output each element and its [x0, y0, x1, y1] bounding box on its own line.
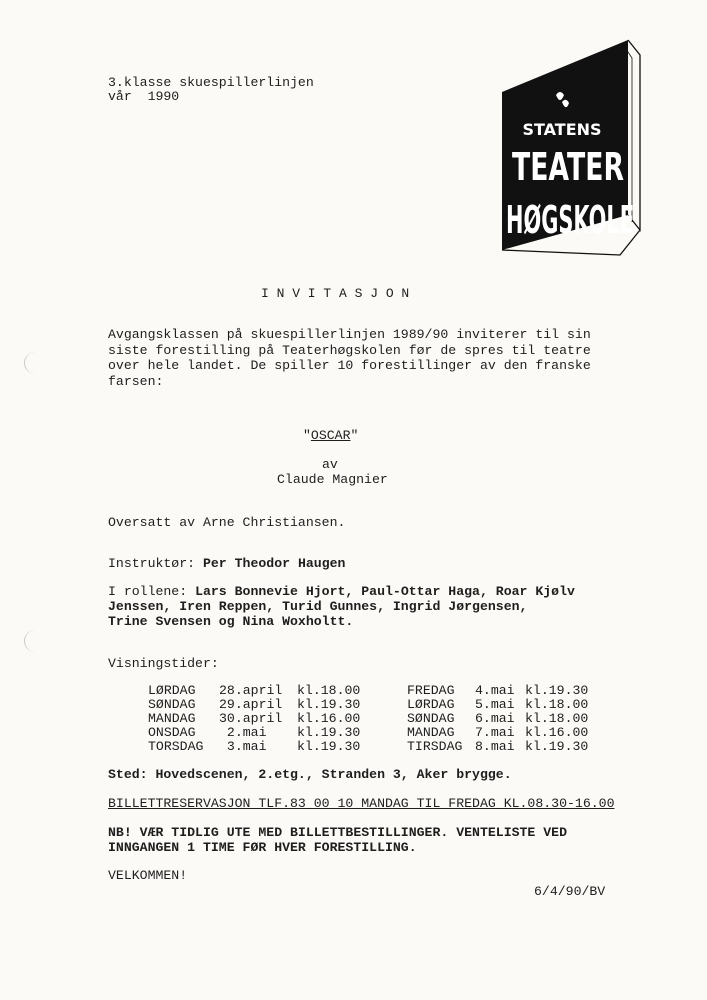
play-author: Claude Magnier — [277, 472, 388, 487]
logo-text-top: STATENS — [522, 120, 602, 139]
logo-text-mid: TEATER — [512, 145, 624, 189]
schedule-date: 8.mai — [475, 739, 515, 754]
schedule-time: kl.18.00 — [525, 697, 589, 712]
cast-line-2: Jenssen, Iren Reppen, Turid Gunnes, Ingrid Jørgensen, — [108, 599, 528, 614]
schedule-time: kl.18.00 — [525, 711, 589, 726]
schedule-time: kl.19.30 — [297, 697, 361, 712]
cast-line-3: Trine Svensen og Nina Woxholtt. — [108, 614, 354, 629]
intro-line-3: over hele landet. De spiller 10 forestillinger av den franske — [108, 358, 591, 373]
schedule-day: MANDAG — [148, 711, 196, 726]
schedule-day: ONSDAG — [148, 725, 196, 740]
header-line-1: 3.klasse skuespillerlinjen — [108, 75, 314, 90]
nb-line-2: INNGANGEN 1 TIME FØR HVER FORESTILLING. — [108, 840, 417, 855]
schedule-time: kl.19.30 — [297, 725, 361, 740]
schedule-date: 28.april — [219, 683, 283, 698]
director-line: Instruktør: Per Theodor Haugen — [108, 556, 346, 571]
punch-hole — [24, 352, 47, 374]
schedule-date: 6.mai — [475, 711, 515, 726]
teaterhogskole-logo — [500, 40, 640, 262]
cast-line-1: I rollene: Lars Bonnevie Hjort, Paul-Ottar Haga, Roar Kjølv — [108, 584, 575, 599]
intro-line-1: Avgangsklassen på skuespillerlinjen 1989/90 inviterer til sin — [108, 327, 591, 342]
schedule-day: TORSDAG — [148, 739, 204, 754]
schedule-date: 3.mai — [219, 739, 267, 754]
schedule-date: 4.mai — [475, 683, 515, 698]
schedule-date: 2.mai — [219, 725, 267, 740]
schedule-label: Visningstider: — [108, 656, 219, 671]
schedule-day: LØRDAG — [148, 683, 196, 698]
header-line-2: vår 1990 — [108, 89, 180, 104]
schedule-time: kl.16.00 — [297, 711, 361, 726]
schedule-time: kl.16.00 — [525, 725, 589, 740]
ticket-reservation: BILLETTRESERVASJON TLF.83 00 10 MANDAG TIL FREDAG KL.08.30-16.00 — [108, 796, 615, 811]
venue: Sted: Hovedscenen, 2.etg., Stranden 3, Aker brygge. — [108, 767, 512, 782]
schedule-time: kl.19.30 — [525, 683, 589, 698]
play-by: av — [322, 457, 338, 472]
logo-text-bot: HØGSKOLE — [506, 198, 634, 242]
schedule-date: 7.mai — [475, 725, 515, 740]
schedule-date: 30.april — [219, 711, 283, 726]
schedule-time: kl.19.30 — [297, 739, 361, 754]
schedule-day: TIRSDAG — [407, 739, 463, 754]
schedule-time: kl.19.30 — [525, 739, 589, 754]
welcome: VELKOMMEN! — [108, 868, 188, 883]
invitation-title: I N V I T A S J O N — [261, 286, 410, 301]
nb-line-1: NB! VÆR TIDLIG UTE MED BILLETTBESTILLINGER. VENTELISTE VED — [108, 825, 567, 840]
schedule-day: SØNDAG — [148, 697, 196, 712]
schedule-day: MANDAG — [407, 725, 455, 740]
intro-line-4: farsen: — [108, 374, 164, 389]
schedule-time: kl.18.00 — [297, 683, 361, 698]
signature: 6/4/90/BV — [534, 884, 606, 899]
punch-hole — [24, 630, 47, 652]
play-title: "OSCAR" — [303, 428, 359, 443]
schedule-date: 5.mai — [475, 697, 515, 712]
schedule-day: FREDAG — [407, 683, 455, 698]
translated-by: Oversatt av Arne Christiansen. — [108, 515, 346, 530]
schedule-day: LØRDAG — [407, 697, 455, 712]
schedule-date: 29.april — [219, 697, 283, 712]
intro-line-2: siste forestilling på Teaterhøgskolen før de spres til teatre — [108, 343, 591, 358]
schedule-day: SØNDAG — [407, 711, 455, 726]
